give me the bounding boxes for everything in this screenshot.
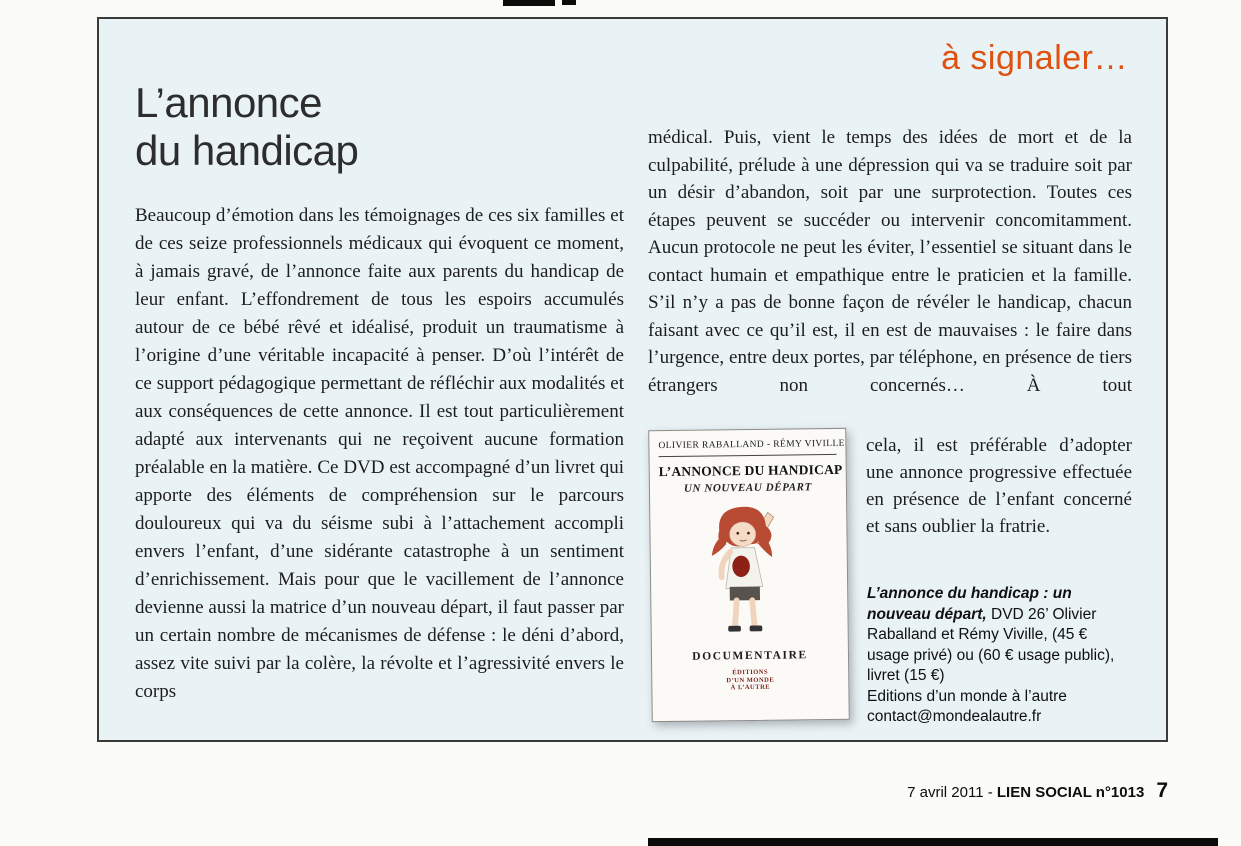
dvd-cover-subtitle: UN NOUVEAU DÉPART	[683, 481, 812, 495]
footer-journal: LIEN SOCIAL n°1013	[996, 784, 1145, 801]
caption-details: DVD 26’ Olivier Raballand et Rémy Viville, (45 € usage privé) ou (60 € usage public), livret (15 €)	[867, 605, 1115, 684]
article-body-right-column: médical. Puis, vient le temps des idées de mort et de la culpabilité, prélude à une dépression qui va se traduire soit par un désir d’abandon, soit par une surprotection. Toutes ces étapes peuvent se succéder ou intervenir concomitamment. Aucun protocole ne peut les éviter, l’essentiel se situant dans le contact humain et empathique entre le praticien et la famille. S’il n’y a pas de bonne façon de révéler le handicap, chacun faisant avec ce qu’il est, il en est de mauvaises : le faire dans l’urgence, entre deux portes, par téléphone, en présence de tiers étrangers non concernés… À tout	[648, 127, 1132, 396]
article-box	[97, 17, 1168, 742]
article-title-line1: L’annonce	[135, 79, 323, 126]
dvd-cover-illustration-girl	[689, 500, 809, 647]
article-body-left-column: Beaucoup d’émotion dans les témoignages de ces six familles et de ces seize professionnels médicaux qui évoquent ce moment, à jamais gravé, de l’annonce faite aux parents du handicap de leur enfant. L’effondrement de tous les espoirs accumulés autour de ce bébé rêvé et idéalisé, produit un traumatisme à l’origine d’une véritable incapacité à penser. D’où l’intérêt de ce support pédagogique permettant de réfléchir aux modalités et aux conséquences de cette annonce. Il est tout particulièrement adapté aux intervenants qui ne reçoivent aucune formation préalable en la matière. Ce DVD est accompagné d’un livret qui apporte des éléments de compréhension sur le parcours douloureux qui va du séisme subi à l’attachement accompli envers l’enfant, d’une sidérante catastrophe à un sentiment d’enrichissement. Mais pour que le vacillement de l’annonce devienne aussi la matrice d’un nouveau départ, il faut passer par un certain nombre de mécanismes de défense : le déni d’abord, assez vite suivi par la colère, la révolte et l’agressivité envers le corps	[135, 205, 624, 702]
dvd-cover-publisher-line3: À L’AUTRE	[730, 683, 771, 692]
dvd-cover-title: L’ANNONCE DU HANDICAP	[658, 461, 843, 480]
footer-page-number: 7	[1156, 779, 1168, 802]
dvd-cover-genre: DOCUMENTAIRE	[692, 649, 808, 663]
dvd-caption	[867, 584, 1133, 728]
dvd-cover-image	[648, 428, 850, 722]
caption-email: contact@mondealautre.fr	[867, 708, 1042, 725]
scan-artifact-top-left	[503, 0, 555, 6]
dvd-cover-authors: OLIVIER RABALLAND - RÉMY VIVILLE	[658, 439, 836, 457]
scan-artifact-bottom-bar	[648, 838, 1218, 846]
page-footer	[0, 779, 1168, 803]
footer-date: 7 avril 2011 -	[907, 784, 997, 801]
section-label: à signaler…	[941, 39, 1128, 77]
article-title	[135, 79, 358, 175]
scan-artifact-top-right	[562, 0, 576, 5]
caption-title: L’annonce du handicap : un nouveau départ,	[867, 585, 1072, 623]
dvd-cover-publisher-line2: D’UN MONDE	[726, 676, 775, 684]
article-right-column	[648, 124, 1132, 742]
dvd-cover-publisher-logo	[661, 668, 839, 693]
article-title-line2: du handicap	[135, 126, 359, 174]
caption-publisher: Editions d’un monde à l’autre	[867, 687, 1067, 705]
article-body-wrap-text: cela, il est préférable d’adopter une annonce progressive effectuée en présence de l’enfant concerné et sans oublier la fratrie.	[866, 435, 1132, 537]
dvd-cover-publisher-line1: ÉDITIONS	[732, 668, 769, 677]
